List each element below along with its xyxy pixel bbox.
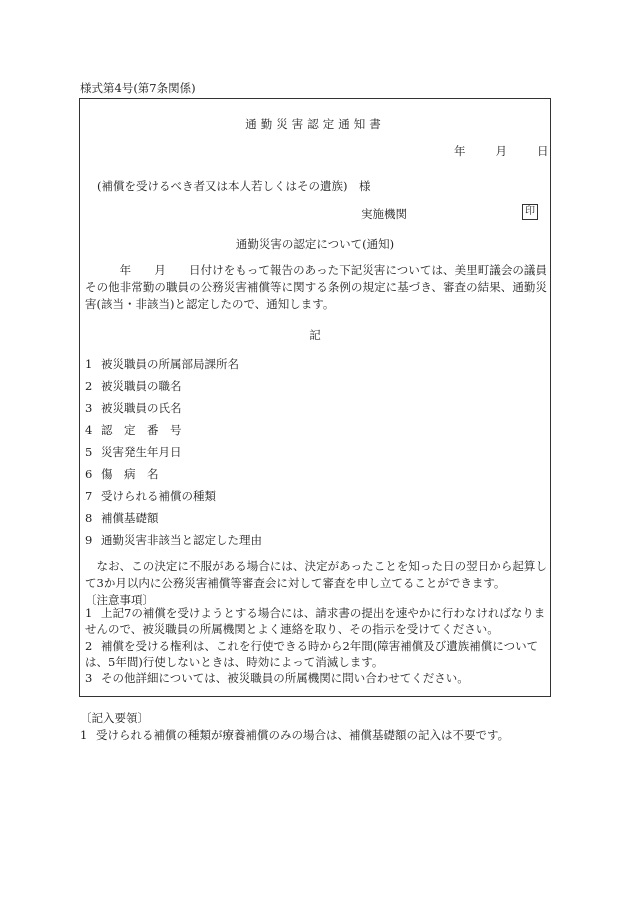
item-number: 7 bbox=[85, 489, 93, 503]
item-number: 8 bbox=[85, 511, 93, 525]
item-7 bbox=[85, 488, 216, 504]
note-number: 2 bbox=[85, 639, 93, 653]
note-1 bbox=[85, 605, 549, 637]
item-number: 6 bbox=[85, 467, 93, 481]
date-year: 年 bbox=[454, 144, 466, 158]
item-number: 4 bbox=[85, 423, 93, 437]
item-label: 補償基礎額 bbox=[101, 511, 159, 525]
item-label: 傷 病 名 bbox=[101, 467, 159, 481]
notes-heading: 〔注意事項〕 bbox=[85, 593, 154, 607]
item-1 bbox=[85, 356, 239, 372]
item-label: 受けられる補償の種類 bbox=[101, 489, 216, 503]
item-label: 被災職員の氏名 bbox=[101, 401, 182, 415]
item-8 bbox=[85, 510, 159, 526]
item-6 bbox=[85, 466, 159, 482]
note-text: 上記7の補償を受けようとする場合には、請求書の提出を速やかに行わなければなりませんので、被災職員の所属機関とよく連絡を取り、その指示を受けてください。 bbox=[85, 606, 546, 636]
item-number: 5 bbox=[85, 445, 93, 459]
form-number: 様式第4号(第7条関係) bbox=[80, 81, 196, 95]
date-month: 月 bbox=[495, 144, 507, 158]
note-text: その他詳細については、被災職員の所属機関に問い合わせてください。 bbox=[101, 671, 469, 685]
note-3 bbox=[85, 670, 549, 686]
instruction-number: 1 bbox=[80, 728, 88, 742]
item-number: 2 bbox=[85, 379, 93, 393]
body-paragraph: 年 月 日付けをもって報告のあった下記災害については、美里町議会の議員その他非常勤の職員の公務災害補償等に関する条例の規定に基づき、審査の結果、通勤災害(該当・非該当)と認定したので、通知します。 bbox=[85, 263, 547, 311]
subject-line: 通勤災害の認定について(通知) bbox=[235, 237, 395, 251]
instruction-1 bbox=[80, 727, 509, 743]
ki-heading: 記 bbox=[309, 328, 321, 342]
item-number: 1 bbox=[85, 357, 93, 371]
seal-stamp: 印 bbox=[522, 204, 538, 220]
note-number: 3 bbox=[85, 671, 93, 685]
item-number: 3 bbox=[85, 401, 93, 415]
instruction-text: 受けられる補償の種類が療養補償のみの場合は、補償基礎額の記入は不要です。 bbox=[96, 728, 510, 742]
item-label: 災害発生年月日 bbox=[101, 445, 182, 459]
recipient-line: (補償を受けるべき者又は本人若しくはその遺族) 様 bbox=[97, 179, 371, 193]
appeal-paragraph: なお、この決定に不服がある場合には、決定があったことを知った日の翌日から起算して3か月以内に公務災害補償等審査会に対して審査を申し立てることができます。 bbox=[85, 559, 547, 590]
note-number: 1 bbox=[85, 606, 93, 620]
item-5 bbox=[85, 444, 182, 460]
item-label: 被災職員の所属部局課所名 bbox=[101, 357, 239, 371]
item-label: 通勤災害非該当と認定した理由 bbox=[101, 533, 262, 547]
date-day: 日 bbox=[537, 144, 549, 158]
item-9 bbox=[85, 532, 262, 548]
agency-label: 実施機関 bbox=[361, 207, 407, 221]
document-title: 通勤災害認定通知書 bbox=[245, 117, 385, 131]
date-line bbox=[454, 143, 549, 159]
instructions-heading: 〔記入要領〕 bbox=[80, 711, 149, 725]
note-text: 補償を受ける権利は、これを行使できる時から2年間(障害補償及び遺族補償については、5年間)行使しないときは、時効によって消滅します。 bbox=[85, 639, 539, 669]
item-number: 9 bbox=[85, 533, 93, 547]
item-2 bbox=[85, 378, 182, 394]
item-3 bbox=[85, 400, 182, 416]
item-label: 認 定 番 号 bbox=[101, 423, 182, 437]
item-label: 被災職員の職名 bbox=[101, 379, 182, 393]
note-2 bbox=[85, 638, 549, 670]
item-4 bbox=[85, 422, 182, 438]
